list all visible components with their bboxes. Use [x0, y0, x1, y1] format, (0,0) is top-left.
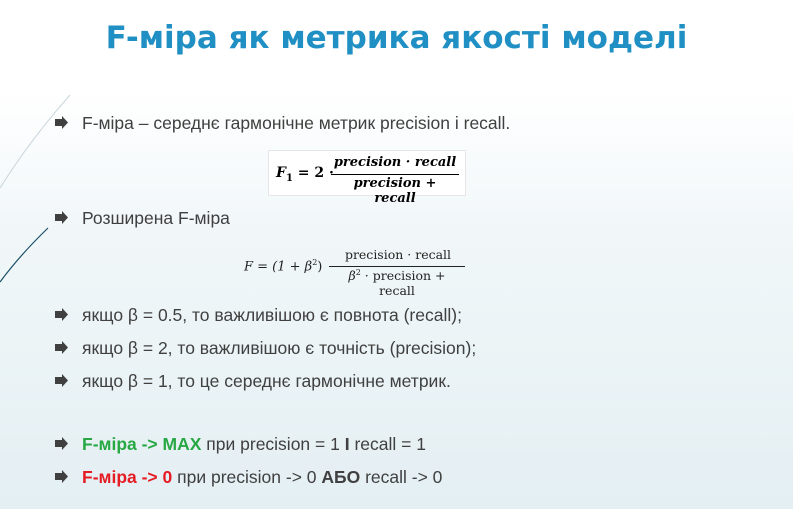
arrow-right-icon [55, 211, 68, 224]
f1-formula [268, 150, 466, 206]
f1-denominator: precision + recall [353, 176, 437, 206]
arrow-right-icon [55, 341, 68, 354]
f1-fraction-line [331, 174, 459, 175]
bullet-text: якщо β = 2, то важливішою є точність (precision); [82, 338, 477, 358]
max-label: F-міра -> MAX [82, 434, 202, 454]
fbeta-lhs: $F = (1 + \beta^2)$ [244, 258, 323, 275]
bullet-text: якщо β = 0.5, то важливішою є повнота (recall); [82, 305, 462, 325]
arrow-right-icon [55, 374, 68, 387]
fbeta-formula [244, 244, 469, 299]
arrow-right-icon [55, 116, 68, 129]
fbeta-denominator: $\beta^2$ · precision + recall [348, 268, 446, 299]
arrow-right-icon [55, 437, 68, 450]
f1-lhs: $F_1 = 2$ · [276, 165, 334, 184]
bullet-text: Розширена F-міра [82, 208, 230, 228]
bullet-text: F-міра -> MAX при precision = 1 І recall = 1 [82, 434, 426, 454]
zero-label: F-міра -> 0 [82, 467, 173, 487]
arrow-right-icon [55, 470, 68, 483]
arrow-right-icon [55, 308, 68, 321]
f1-numerator: precision · recall [333, 155, 457, 170]
slide-title: F-міра як метрика якості моделі [105, 20, 688, 56]
bullet-text: F-міра -> 0 при precision -> 0 АБО recall -> 0 [82, 467, 443, 487]
fbeta-fraction-line [329, 266, 465, 267]
fbeta-numerator: precision · recall [344, 247, 452, 262]
bullet-text: якщо β = 1, то це середнє гармонічне метрик. [82, 371, 451, 391]
bullet-text: F-міра – середнє гармонічне метрик precision і recall. [82, 113, 511, 133]
